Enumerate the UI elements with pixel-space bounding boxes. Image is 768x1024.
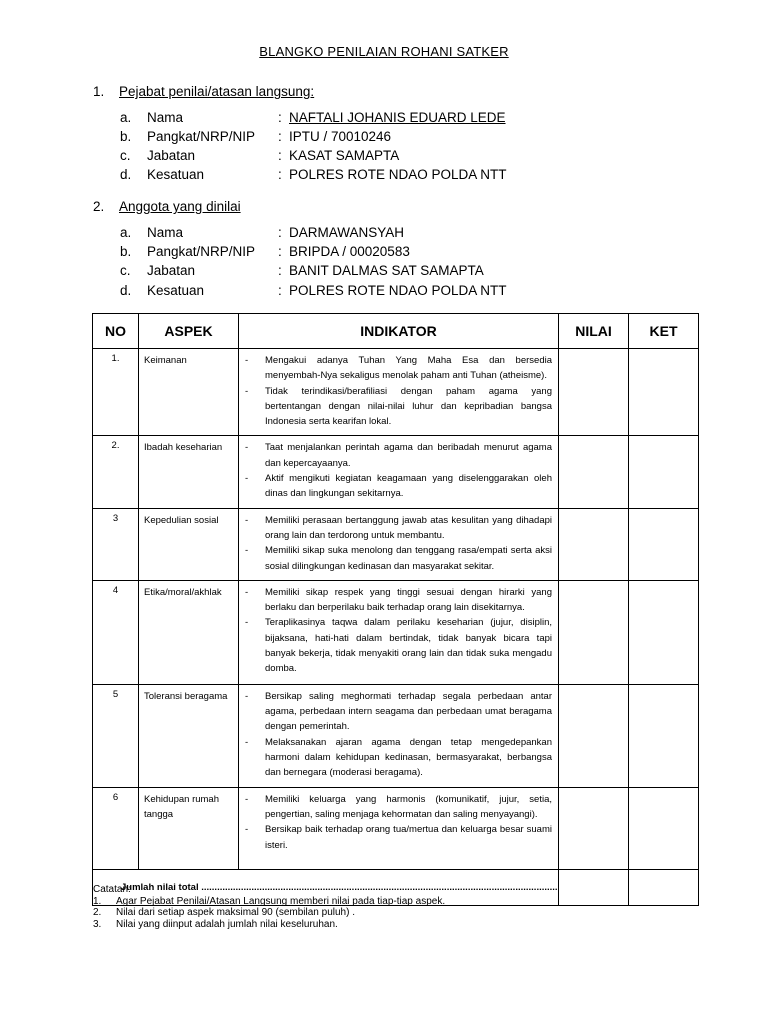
row-indicators	[239, 580, 559, 684]
indicator-bullet: -	[245, 736, 249, 748]
section-number: 2.	[93, 199, 105, 214]
section-label: Pejabat penilai/atasan langsung:	[119, 84, 315, 99]
header-no: NO	[93, 314, 139, 349]
member-rank-value: BRIPDA / 00020583	[289, 244, 410, 259]
indicator-item	[245, 585, 552, 616]
nilai-cell[interactable]	[559, 349, 629, 436]
field-label: Nama	[147, 225, 184, 240]
indicator-bullet: -	[245, 690, 249, 702]
field-label: Kesatuan	[147, 167, 205, 182]
row-indicators	[239, 508, 559, 580]
field-letter: b.	[120, 129, 132, 144]
section-2-heading	[93, 199, 241, 214]
row-aspect: Toleransi beragama	[139, 684, 239, 787]
row-indicators	[239, 349, 559, 436]
ket-cell[interactable]	[629, 787, 699, 869]
row-number: 5	[93, 684, 139, 787]
nilai-cell[interactable]	[559, 436, 629, 508]
indicator-bullet: -	[245, 586, 249, 598]
indicator-bullet: -	[245, 355, 249, 366]
row-number: 3	[93, 508, 139, 580]
field-letter: d.	[120, 283, 132, 298]
row-aspect: Etika/moral/akhlak	[139, 580, 239, 684]
field-colon: :	[278, 167, 282, 182]
field-colon: :	[278, 110, 282, 125]
row-indicators	[239, 436, 559, 508]
row-number: 1.	[93, 349, 139, 436]
member-position-value: BANIT DALMAS SAT SAMAPTA	[289, 263, 484, 278]
indicator-text: Tidak terindikasi/berafiliasi dengan paham agama yang bertentangan dengan nilai-nilai luhur dan kepribadian bangsa Indonesia serta kearifan lokal.	[265, 385, 552, 428]
indicator-item	[245, 822, 552, 853]
nilai-cell[interactable]	[559, 508, 629, 580]
table-row	[93, 684, 699, 787]
field-label: Pangkat/NRP/NIP	[147, 129, 256, 144]
total-ket-cell[interactable]	[629, 869, 699, 905]
indicator-text: Memiliki keluarga yang harmonis (komunikatif, jujur, setia, pengertian, saling menjaga kehormatan dan saling menyayangi).	[265, 793, 552, 820]
field-colon: :	[278, 283, 282, 298]
field-label: Nama	[147, 110, 184, 125]
nilai-cell[interactable]	[559, 684, 629, 787]
row-indicators	[239, 787, 559, 869]
header-nilai: NILAI	[559, 314, 629, 349]
note-number: 2.	[93, 907, 102, 918]
evaluator-rank-value: IPTU / 70010246	[289, 129, 392, 144]
evaluator-unit-value: POLRES ROTE NDAO POLDA NTT	[289, 167, 507, 182]
table-row	[93, 508, 699, 580]
note-item	[93, 896, 445, 908]
indicator-item	[245, 735, 552, 781]
ket-cell[interactable]	[629, 436, 699, 508]
header-indikator: INDIKATOR	[239, 314, 559, 349]
note-text: Agar Pejabat Penilai/Atasan Langsung memberi nilai pada tiap-tiap aspek.	[116, 895, 446, 907]
indicator-bullet: -	[245, 617, 249, 629]
field-letter: c.	[120, 263, 131, 278]
total-nilai-cell[interactable]	[559, 869, 629, 905]
field-label: Jabatan	[147, 263, 196, 278]
row-aspect: Kepedulian sosial	[139, 508, 239, 580]
ket-cell[interactable]	[629, 508, 699, 580]
nilai-cell[interactable]	[559, 787, 629, 869]
table-row	[93, 436, 699, 508]
header-aspek: ASPEK	[139, 314, 239, 349]
indicator-bullet: -	[245, 442, 249, 454]
nilai-cell[interactable]	[559, 580, 629, 684]
indicator-item	[245, 440, 552, 471]
field-letter: c.	[120, 148, 131, 163]
row-aspect: Ibadah keseharian	[139, 436, 239, 508]
ket-cell[interactable]	[629, 684, 699, 787]
row-number: 4	[93, 580, 139, 684]
table-row	[93, 787, 699, 869]
indicator-text: Taat menjalankan perintah agama dan beribadah menurut agama dan kepercayaanya.	[265, 442, 552, 469]
indicator-item	[245, 513, 552, 544]
indicator-text: Melaksanakan ajaran agama dengan tetap mengedepankan harmoni dalam kehidupan kedinasan, bermasyarakat, berbangsa dan bernegara (moderasi beragama).	[265, 736, 552, 779]
indicator-item	[245, 792, 552, 823]
document-title: BLANGKO PENILAIAN ROHANI SATKER	[259, 44, 509, 59]
field-colon: :	[278, 225, 282, 240]
note-number: 3.	[93, 918, 102, 930]
table-row	[93, 349, 699, 436]
field-label: Kesatuan	[147, 283, 205, 298]
indicator-text: Bersikap saling meghormati terhadap segala perbedaan antar agama, perbedaan intern seagama dan perbedaan umat beragama dengan pemerintah.	[265, 690, 552, 733]
note-number: 1.	[93, 895, 102, 907]
section-1-heading	[93, 84, 314, 99]
indicator-bullet: -	[245, 824, 249, 836]
indicator-text: Memiliki sikap suka menolong dan tenggang rasa/empati serta aksi sosial dilingkungan kedinasan dan masyarakat sekitar.	[265, 545, 552, 572]
row-aspect: Keimanan	[139, 349, 239, 436]
notes-block	[93, 884, 445, 930]
indicator-text: Aktif mengikuti kegiatan keagamaan yang diselenggarakan oleh dinas dan lingkungan sekitarnya.	[265, 473, 552, 500]
field-colon: :	[278, 129, 282, 144]
field-colon: :	[278, 148, 282, 163]
field-colon: :	[278, 263, 282, 278]
row-number: 2.	[93, 436, 139, 508]
indicator-bullet: -	[245, 385, 249, 397]
note-text: Nilai yang diinput adalah jumlah nilai keseluruhan.	[116, 918, 338, 930]
field-letter: a.	[120, 225, 132, 240]
indicator-item	[245, 353, 552, 384]
total-label: Jumlah nilai total .......................................................................................................................................	[93, 869, 559, 905]
table-header-row	[93, 314, 699, 349]
member-unit-value: POLRES ROTE NDAO POLDA NTT	[289, 283, 507, 298]
ket-cell[interactable]	[629, 580, 699, 684]
notes-heading: Catatan:	[93, 884, 131, 895]
section-label: Anggota yang dinilai	[119, 199, 241, 214]
field-letter: a.	[120, 110, 132, 125]
row-indicators	[239, 684, 559, 787]
section-number: 1.	[93, 84, 105, 99]
assessment-table	[92, 313, 699, 906]
indicator-text: Teraplikasinya taqwa dalam perilaku keseharian (jujur, disiplin, bijaksana, hati-hati dalam bertindak, tidak banyak bicara tapi banyak bekerja, tidak menyakiti orang lain dan tidak suka mengadu domba.	[265, 617, 552, 675]
field-letter: b.	[120, 244, 132, 259]
row-aspect: Kehidupan rumah tangga	[139, 787, 239, 869]
indicator-text: Memiliki perasaan bertanggung jawab atas kesulitan yang dihadapi orang lain dan terdorong untuk membantu.	[265, 514, 552, 541]
indicator-text: Memiliki sikap respek yang tinggi sesuai dengan hirarki yang berlaku dan berperilaku baik terhadap orang lain disekitarnya.	[265, 586, 552, 614]
indicator-bullet: -	[245, 545, 249, 557]
evaluator-position-value: KASAT SAMAPTA	[289, 148, 400, 163]
field-label: Pangkat/NRP/NIP	[147, 244, 256, 259]
indicator-item	[245, 543, 552, 574]
row-number: 6	[93, 787, 139, 869]
note-text: Nilai dari setiap aspek maksimal 90 (sembilan puluh) .	[116, 907, 355, 918]
indicator-item	[245, 689, 552, 735]
ket-cell[interactable]	[629, 349, 699, 436]
field-colon: :	[278, 244, 282, 259]
note-item	[93, 907, 445, 919]
indicator-item	[245, 384, 552, 430]
note-item	[93, 919, 445, 931]
indicator-bullet: -	[245, 793, 249, 805]
evaluator-name-value: NAFTALI JOHANIS EDUARD LEDE	[289, 110, 506, 125]
indicator-item	[245, 471, 552, 502]
header-ket: KET	[629, 314, 699, 349]
field-label: Jabatan	[147, 148, 196, 163]
indicator-bullet: -	[245, 514, 249, 526]
indicator-item	[245, 615, 552, 676]
indicator-text: Bersikap baik terhadap orang tua/mertua dan keluarga besar suami isteri.	[265, 824, 552, 851]
member-name-value: DARMAWANSYAH	[289, 225, 405, 240]
field-letter: d.	[120, 167, 132, 182]
table-row	[93, 580, 699, 684]
indicator-bullet: -	[245, 473, 249, 485]
indicator-text: Mengakui adanya Tuhan Yang Maha Esa dan bersedia menyembah-Nya sekaligus menolak paham anti Tuhan (atheisme).	[265, 355, 552, 382]
